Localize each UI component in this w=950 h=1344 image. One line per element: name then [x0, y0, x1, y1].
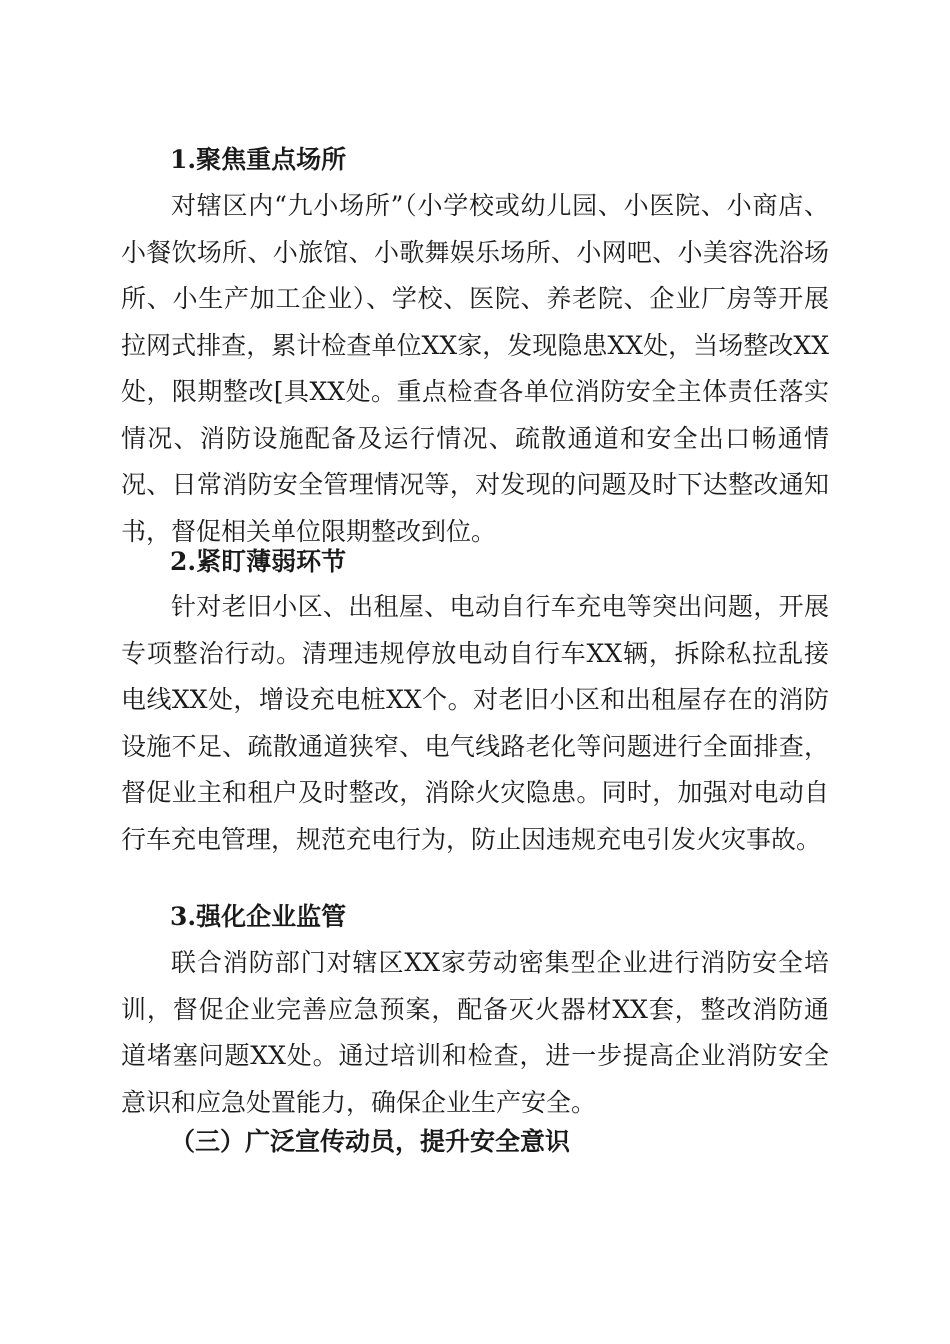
section-2-body-block	[121, 584, 829, 863]
section-1-paragraph: 对辖区内“九小场所”（小学校或幼儿园、小医院、小商店、小餐饮场所、小旅馆、小歌舞娱乐场所、小网吧、小美容洗浴场所、小生产加工企业）、学校、医院、养老院、企业厂房等开展拉网式排查，累计检查单位XX家，发现隐患XX处，当场整改XX处，限期整改[具XX处。重点检查各单位消防安全主体责任落实情况、消防设施配备及运行情况、疏散通道和安全出口畅通情况、日常消防安全管理情况等，对发现的问题及时下达整改通知书，督促相关单位限期整改到位。	[121, 191, 829, 546]
section-1-body-block	[121, 183, 829, 555]
section-2-paragraph: 针对老旧小区、出租屋、电动自行车充电等突出问题，开展专项整治行动。清理违规停放电动自行车XX辆，拆除私拉乱接电线XX处，增设充电桩XX个。对老旧小区和出租屋存在的消防设施不足、疏散通道狭窄、电气线路老化等问题进行全面排查，督促业主和租户及时整改，消除火灾隐患。同时，加强对电动自行车充电管理，规范充电行为，防止因违规充电引发火灾事故。	[121, 592, 829, 854]
subsection-three-title: （三）广泛宣传动员，提升安全意识	[170, 1127, 571, 1156]
section-2-heading: 2.紧盯薄弱环节	[170, 547, 347, 576]
section-3-heading: 3.强化企业监管	[170, 902, 347, 931]
section-3-paragraph: 联合消防部门对辖区XX家劳动密集型企业进行消防安全培训，督促企业完善应急预案，配备灭火器材XX套，整改消防通道堵塞问题XX处。通过培训和检查，进一步提高企业消防安全意识和应急处置能力，确保企业生产安全。	[121, 948, 829, 1117]
section-1-heading: 1.聚焦重点场所	[170, 145, 347, 174]
section-3-body-block	[121, 940, 829, 1126]
